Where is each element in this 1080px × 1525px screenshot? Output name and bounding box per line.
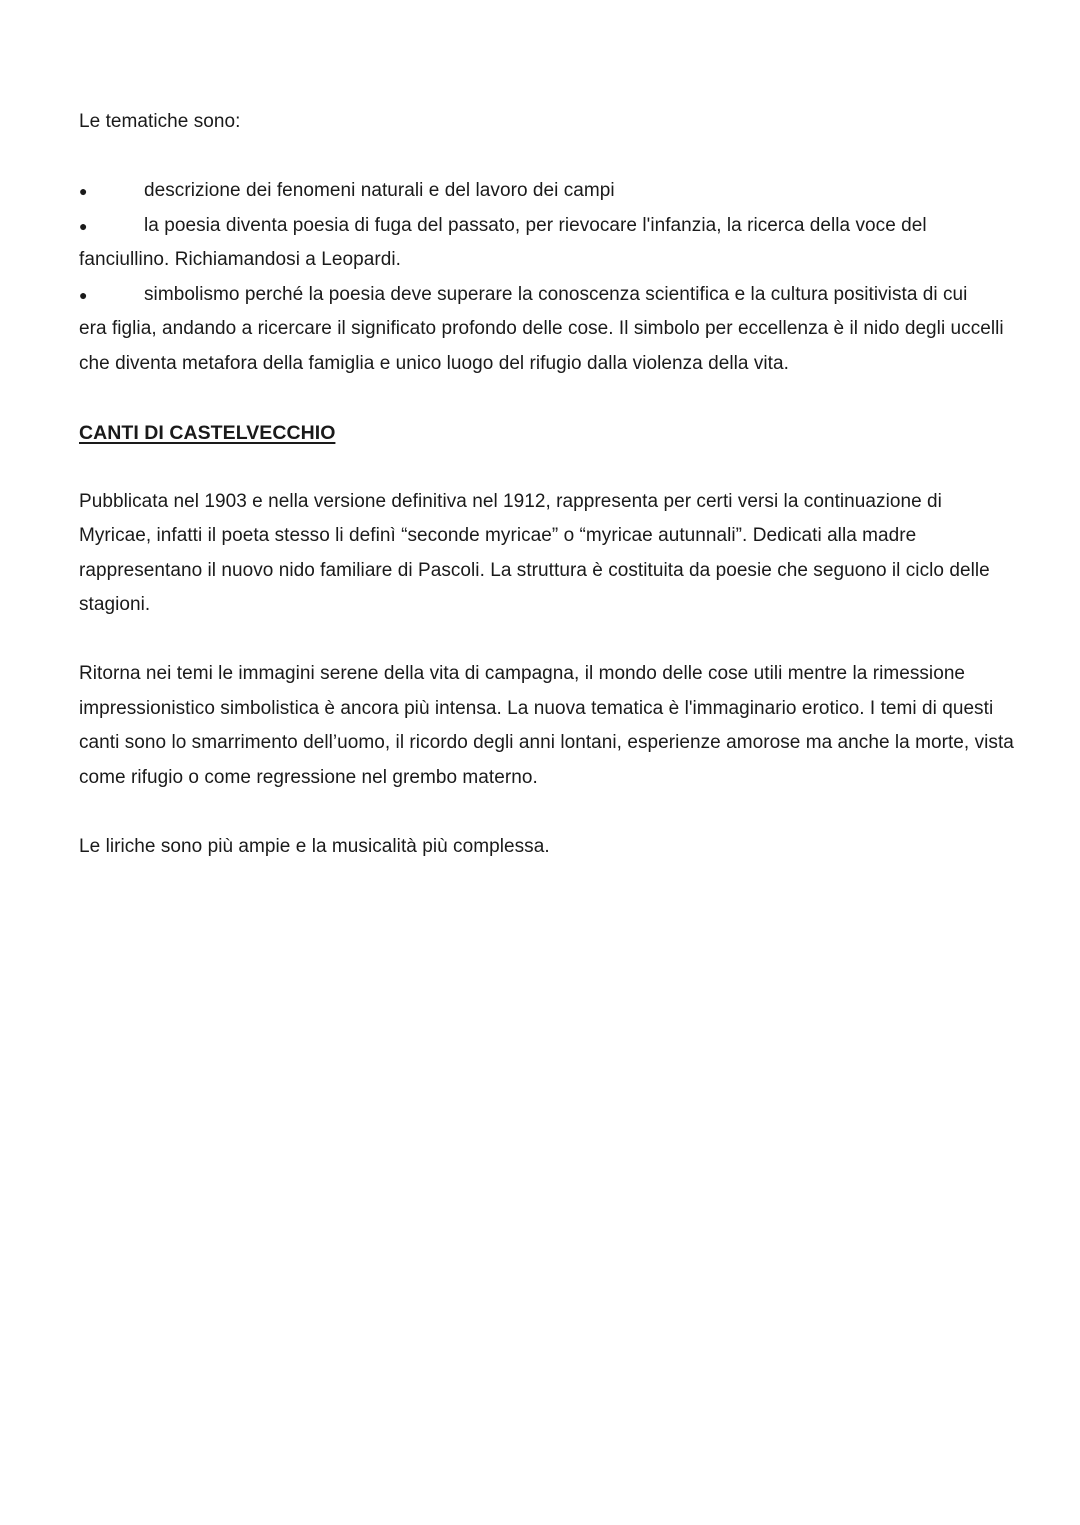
intro-text: Le tematiche sono: (79, 111, 241, 132)
themes-list (79, 174, 1019, 381)
paragraph: Le liriche sono più ampie e la musicalità più complessa. (79, 835, 550, 857)
paragraph: Ritorna nei temi le immagini serene della vita di campagna, il mondo delle cose utili mentre la rimessione impressionistico simbolistica è ancora più intensa. La nuova tematica è l'immaginario erotico. I temi di questi canti sono lo smarrimento dell’uomo, il ricordo degli anni lontani, esperienze amorose ma anche la morte, vista come rifugio o come regressione nel grembo materno. (79, 663, 1014, 788)
list-item-text: la poesia diventa poesia di fuga del passato, per rievocare l'infanzia, la ricerca della voce del (144, 214, 927, 236)
spacer (79, 381, 1019, 416)
bullet-icon: ● (79, 217, 88, 234)
list-item (79, 278, 1019, 382)
list-item-text: descrizione dei fenomeni naturali e del lavoro dei campi (144, 180, 615, 201)
spacer (79, 450, 1019, 485)
bullet-icon: ● (79, 286, 88, 303)
list-item (79, 174, 1019, 209)
bullet-icon: ● (79, 183, 88, 199)
list-item (79, 209, 1019, 278)
list-item-continuation: era figlia, andando a ricercare il significato profondo delle cose. Il simbolo per eccellenza è il nido degli uccelli che diventa metafora della famiglia e unico luogo del rifugio dalla violenza della vita. (79, 318, 1004, 374)
document-body (79, 105, 1019, 864)
section-heading: CANTI DI CASTELVECCHIO (79, 421, 336, 444)
spacer (79, 795, 1019, 830)
list-item-text: simbolismo perché la poesia deve superare la conoscenza scientifica e la cultura positivista di cui (144, 283, 968, 305)
spacer (79, 623, 1019, 658)
spacer (79, 140, 1019, 175)
paragraph: Pubblicata nel 1903 e nella versione definitiva nel 1912, rappresenta per certi versi la continuazione di Myricae, infatti il poeta stesso li definì “seconde myricae” o “myricae autunnali”. Dedicati alla madre rappresentano il nuovo nido familiare di Pascoli. La struttura è costituita da poesie che seguono il ciclo delle stagioni. (79, 490, 990, 615)
list-item-continuation: fanciullino. Richiamandosi a Leopardi. (79, 249, 401, 270)
